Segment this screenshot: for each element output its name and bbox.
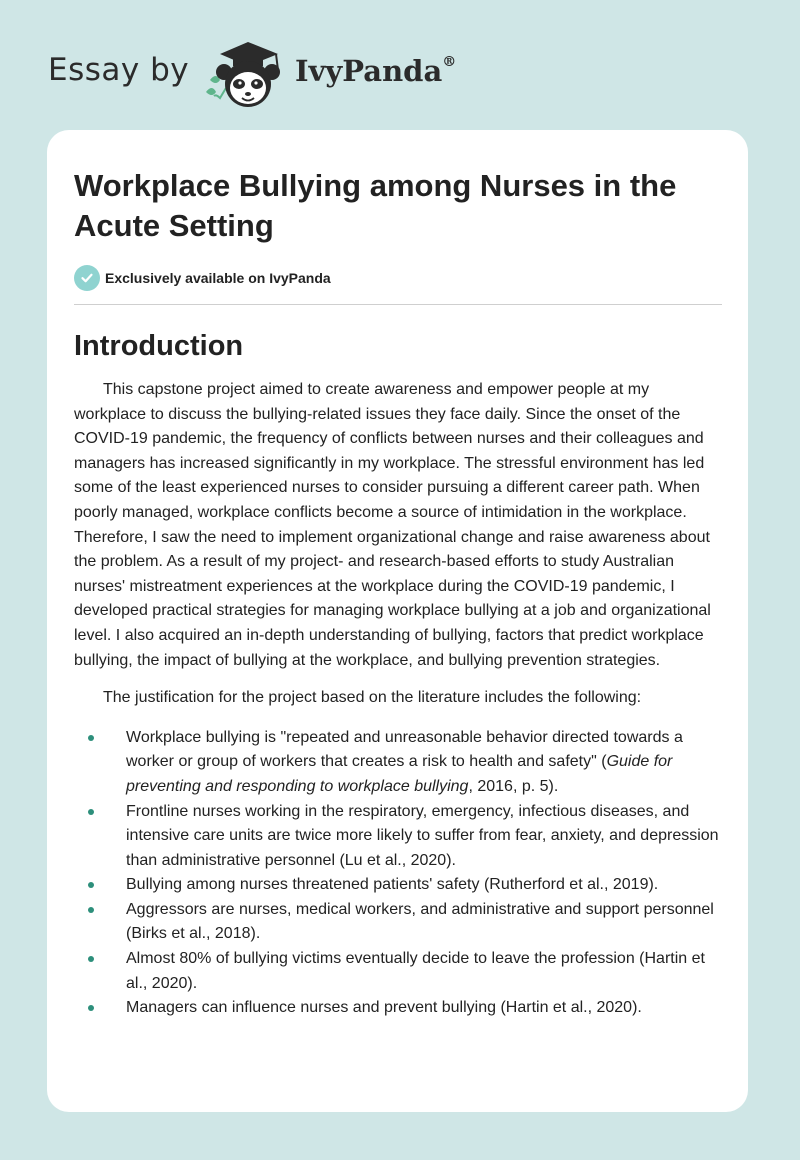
brand-name[interactable]: IvyPanda® [295, 54, 457, 88]
divider [74, 304, 722, 305]
essay-content [74, 130, 722, 1021]
list-item: Aggressors are nurses, medical workers, and administrative and support personnel (Birks et al., 2018). [74, 898, 722, 947]
essay-by-label: Essay by [48, 52, 190, 88]
bullet-dot-icon [88, 809, 94, 815]
essay-title: Workplace Bullying among Nurses in the Acute Setting [74, 168, 677, 243]
list-item: Bullying among nurses threatened patients' safety (Rutherford et al., 2019). [74, 873, 722, 898]
bullet-dot-icon [88, 956, 94, 962]
trademark-symbol: ® [442, 54, 457, 71]
list-item: Workplace bullying is "repeated and unreasonable behavior directed towards a worker or group of workers that creates a risk to health and safety" (Guide for preventing and responding to workplace bullying, 2016, p. 5). [74, 726, 722, 800]
cited-guide-title: Guide for preventing and responding to workplace bullying [126, 753, 673, 795]
bullet-dot-icon [88, 1005, 94, 1011]
check-icon [74, 265, 100, 291]
list-item: Frontline nurses working in the respiratory, emergency, infectious diseases, and intensive care units are twice more likely to suffer from fear, anxiety, and depression than administrative personnel (Lu et al., 2020). [74, 800, 722, 874]
panda-logo-icon[interactable] [200, 34, 296, 110]
list-item: Managers can influence nurses and prevent bullying (Hartin et al., 2020). [74, 996, 722, 1021]
bullet-dot-icon [88, 907, 94, 913]
justification-list [74, 726, 722, 1021]
justification-lead: The justification for the project based on the literature includes the following: [103, 689, 642, 707]
exclusive-label: Exclusively available on IvyPanda [105, 270, 331, 286]
list-item: Almost 80% of bullying victims eventually decide to leave the profession (Hartin et al., 2020). [74, 947, 722, 996]
exclusive-badge [74, 265, 722, 291]
site-header [48, 30, 548, 110]
bullet-dot-icon [88, 735, 94, 741]
intro-paragraph: This capstone project aimed to create awareness and empower people at my workplace to discuss the bullying-related issues they face daily. Since the onset of the COVID-19 pandemic, the frequency of conflicts between nurses and their colleagues and managers has increased significantly in my workplace. The stressful environment has led some of the least experienced nurses to consider pursuing a different career path. When poorly managed, workplace conflicts become a source of intimidation in the workplace. Therefore, I saw the need to implement organizational change and raise awareness about the problem. As a result of my project- and research-based efforts to study Australian nurses' mistreatment experiences at the workplace during the COVID-19 pandemic, I developed practical strategies for managing workplace bullying at a job and organizational level. I also acquired an in-depth understanding of bullying, factors that predict workplace bullying, the impact of bullying at the workplace, and bullying prevention strategies. [74, 381, 711, 669]
essay-card [47, 130, 748, 1112]
section-heading: Introduction [74, 330, 244, 362]
bullet-dot-icon [88, 882, 94, 888]
